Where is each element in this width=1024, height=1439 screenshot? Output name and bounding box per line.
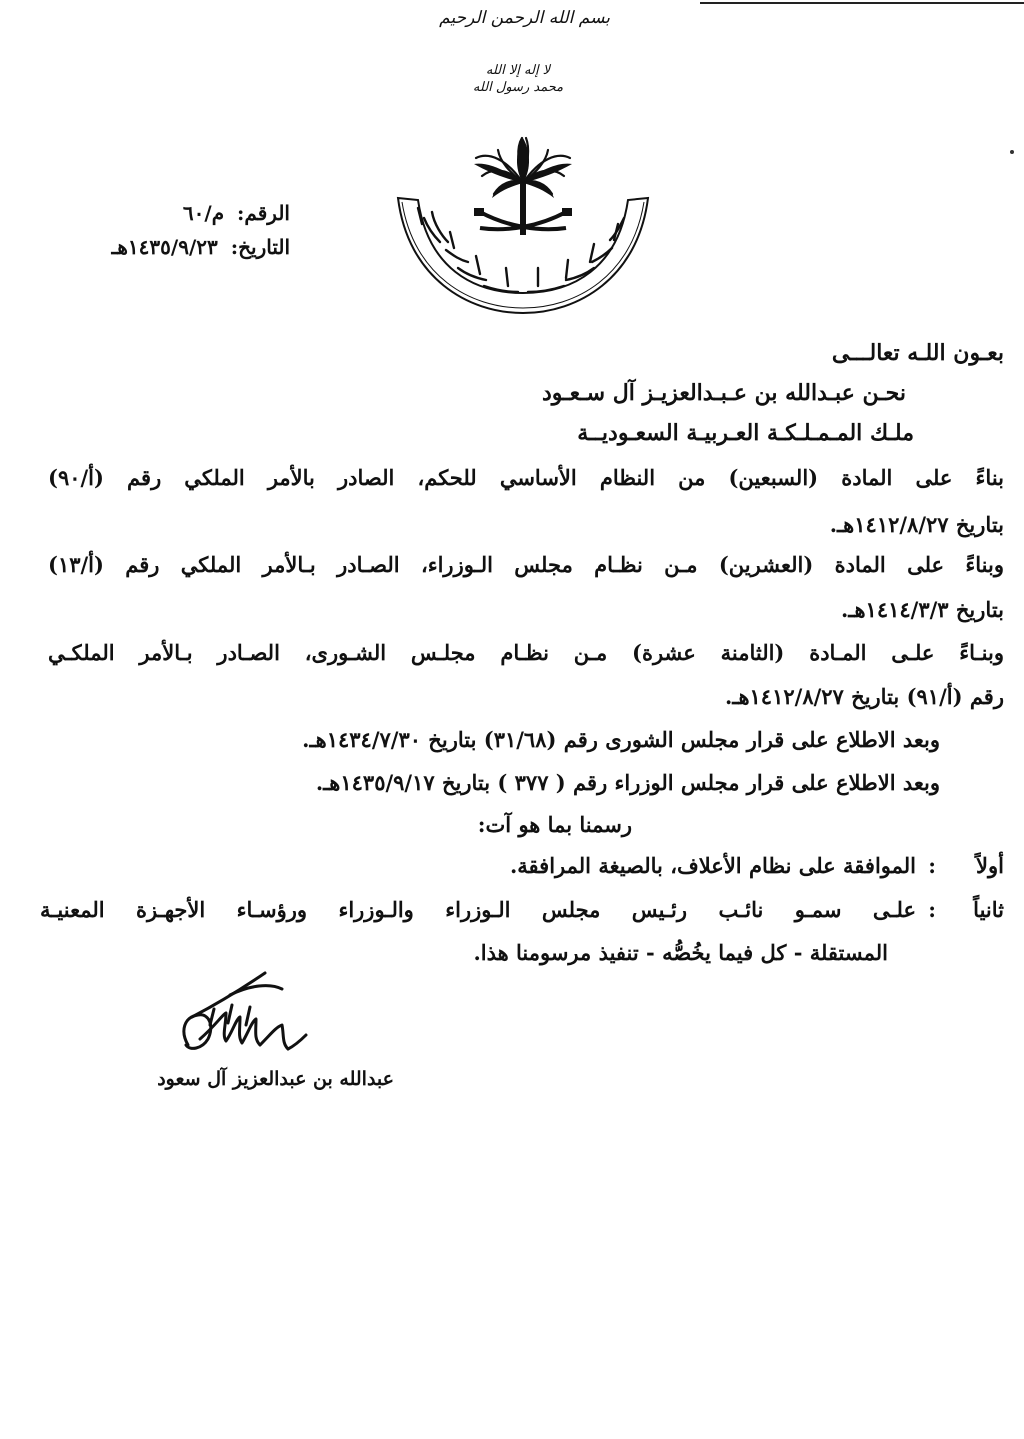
palm-swords-emblem-icon (388, 128, 658, 318)
handwritten-signature (170, 965, 320, 1070)
ref-number-label: الرقم: (237, 201, 290, 225)
date-label: التاريخ: (230, 235, 290, 259)
opening-line-3: ملـك المـمـلـكـة العـربيـة السعـوديــة (577, 420, 914, 446)
preamble-line: وبعد الاطلاع على قرار مجلس الشورى رقم (٣١/٦٨) بتاريخ ١٤٣٤/٧/٣٠هـ. (302, 727, 940, 752)
date-line (60, 230, 290, 264)
preamble-line: بتاريخ ١٤١٢/٨/٢٧هـ. (829, 512, 1004, 537)
clause-colon: : (928, 853, 936, 878)
date-value: ١٤٣٥/٩/٢٣هـ (111, 235, 218, 259)
ref-number-value: م/٦٠ (182, 201, 225, 225)
clause-label: ثانياً (973, 897, 1004, 922)
clause-text: علـى سمـو نائـب رئـيس مجلس الـوزراء والـوزراء ورؤسـاء الأجهـزة المعنيـة (40, 897, 916, 922)
signature-scribble-icon (170, 965, 320, 1070)
basmala-calligraphy: بسم الله الرحمن الرحيم (439, 8, 610, 28)
opening-line-1: بعـون اللـه تعالـــى (831, 340, 1004, 366)
reference-block (60, 196, 290, 264)
opening-line-2: نحـن عبـدالله بن عـبـدالعزيـز آل سـعـود (541, 380, 906, 406)
ref-number-line (60, 196, 290, 230)
preamble-line: وبنـاءً علـى المـادة (الثامنة عشرة) مـن نظـام مجلـس الشـورى، الصـادر بـالأمر الملكـي (48, 640, 1004, 665)
clause-label: أولاً (976, 853, 1004, 878)
clause-text: الموافقة على نظام الأعلاف، بالصيغة المرافقة. (509, 853, 916, 878)
preamble-line: رقم (أ/٩١) بتاريخ ١٤١٢/٨/٢٧هـ. (724, 684, 1004, 709)
preamble-line: وبعد الاطلاع على قرار مجلس الوزراء رقم ( ٣٧٧ ) بتاريخ ١٤٣٥/٩/١٧هـ. (315, 770, 940, 795)
preamble-line: وبناءً على المادة (العشرين) مـن نظـام مجلس الـوزراء، الصـادر بـالأمر الملكي رقم (أ/١٣) (48, 552, 1004, 577)
preamble-line: بتاريخ ١٤١٤/٣/٣هـ. (841, 597, 1004, 622)
clause-first (0, 853, 1024, 889)
clause-colon: : (928, 897, 936, 922)
preamble-closing: رسمنا بما هو آت: (477, 812, 632, 837)
top-border-line (700, 2, 1024, 4)
clause-second-continuation: المستقلة - كل فيما يخُصُّه - تنفيذ مرسومنا هذا. (473, 940, 888, 965)
signer-name: عبدالله بن عبدالعزيز آل سعود (157, 1068, 394, 1090)
shahada-calligraphy: لا إله إلا الله محمد رسول الله (472, 63, 564, 95)
scan-speck (1010, 150, 1014, 154)
royal-emblem (388, 128, 658, 318)
clause-second (0, 897, 1024, 933)
preamble-line: بناءً على المادة (السبعين) من النظام الأساسي للحكم، الصادر بالأمر الملكي رقم (أ/٩٠) (48, 465, 1004, 490)
